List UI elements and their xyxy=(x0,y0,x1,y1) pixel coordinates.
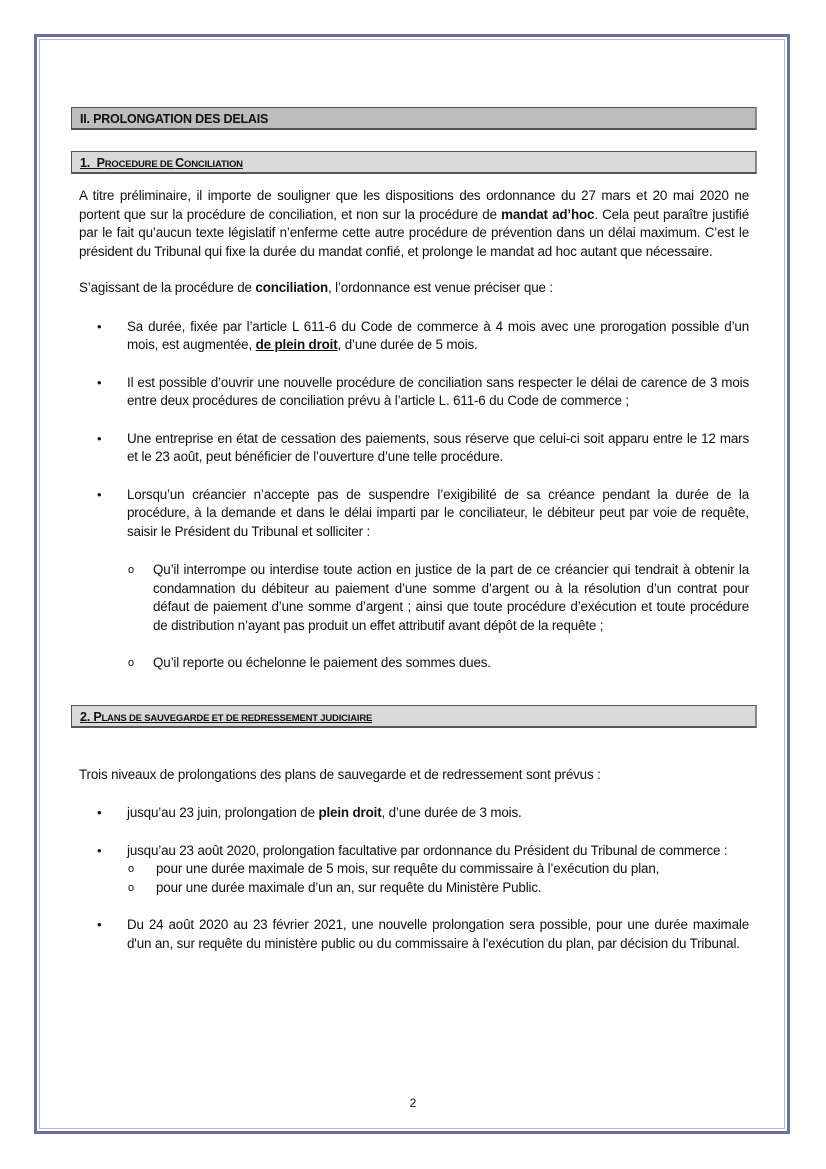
document-content xyxy=(71,107,757,953)
title-part: P xyxy=(93,709,102,724)
lead-text: S’agissant de la procédure de xyxy=(79,280,256,295)
intro-rest: . Cela peut paraître justifié par le fait qu’aucun texte législatif n’enferme cette autre procédure de prévention dans un délai maximum. C’est le président du Tribunal qui fixe la durée du mandat confié, et prolonge le mandat ad hoc autant que nécessaire. xyxy=(79,206,749,259)
subsection-1-number: 1. xyxy=(80,156,91,170)
page-number: 2 xyxy=(409,1096,417,1110)
lead-bold: conciliation xyxy=(255,280,329,295)
list-item xyxy=(71,318,757,355)
spacer xyxy=(71,635,757,654)
circle-bullet-icon: o xyxy=(128,863,135,875)
title-part: P xyxy=(96,156,105,170)
section-heading xyxy=(71,107,757,130)
lead-post: , l’ordonnance est venue préciser que : xyxy=(328,280,553,295)
intro-text: A titre préliminaire, il importe de souligner que les dispositions des ordonnance du 27 mars et 20 mai 2020 ne portent que sur la procédure de conciliation, et non sur la procédure de xyxy=(79,188,749,222)
item-text: jusqu’au 23 juin, prolongation de xyxy=(127,805,319,820)
list-item xyxy=(71,842,757,861)
intro-paragraph xyxy=(71,187,757,261)
circle-bullet-icon: o xyxy=(128,881,135,894)
subsection-1-heading xyxy=(71,151,757,174)
bullet-icon: • xyxy=(97,486,102,502)
circle-bullet-icon: o xyxy=(128,657,135,669)
plans-lead-paragraph xyxy=(71,766,757,785)
sub-list-item xyxy=(71,879,757,898)
item-text: Il est possible d’ouvrir une nouvelle procédure de conciliation sans respecter le délai de carence de 3 mois entre deux procédures de conciliation prévu à l’article L. 611-6 du Code de commerce ; xyxy=(127,374,749,408)
plans-list xyxy=(71,804,757,953)
spacer xyxy=(71,897,757,916)
lead-paragraph xyxy=(71,279,757,298)
sub-item-text: pour une durée maximale de 5 mois, sur requête du commissaire à l’exécution du plan, xyxy=(156,861,660,876)
sub-list-item xyxy=(71,654,757,673)
section-title: II. PROLONGATION DES DELAIS xyxy=(80,112,269,126)
sub-list-item xyxy=(71,860,757,879)
spacer xyxy=(71,467,757,486)
bullet-icon: • xyxy=(97,805,102,820)
title-part: ONCILIATION xyxy=(184,159,243,170)
item-text: Une entreprise en état de cessation des paiements, sous réserve que celui-ci soit apparu entre le 12 mars et le 23 août, peut bénéficier de l’ouverture d’une telle procédure. xyxy=(127,430,749,464)
item-text-post: , d’une durée de 3 mois. xyxy=(381,805,522,820)
item-text: Lorsqu’un créancier n’accepte pas de suspendre l’exigibilité de sa créance pendant la durée de la procédure, à la demande et dans le délai imparti par le conciliateur, le débiteur peut par voie de requête, saisir le Président du Tribunal et solliciter : xyxy=(127,486,749,539)
bullet-icon: • xyxy=(97,842,102,858)
bullet-icon: • xyxy=(97,374,102,390)
circle-bullet-icon: o xyxy=(128,564,135,576)
subsection-2-heading xyxy=(71,705,757,728)
spacer xyxy=(71,823,757,842)
bullet-icon: • xyxy=(97,318,102,334)
spacer xyxy=(71,355,757,374)
intro-bold: mandat ad’hoc xyxy=(501,206,595,222)
item-text-post: , d’une durée de 5 mois. xyxy=(337,337,478,352)
bullet-icon: • xyxy=(97,917,102,932)
item-emphasis: de plein droit xyxy=(255,337,338,352)
plans-lead-text: Trois niveaux de prolongations des plans de sauvegarde et de redressement sont prévus : xyxy=(79,766,601,782)
conciliation-list xyxy=(71,318,757,542)
spacer xyxy=(71,411,757,430)
item-text: Du 24 août 2020 au 23 février 2021, une nouvelle prolongation sera possible, pour une durée maximale d'un an, sur requête du ministère public ou du commissaire à l'exécution du plan, par décision du Tribunal. xyxy=(127,917,749,951)
subsection-1-title xyxy=(80,156,243,170)
request-sublist xyxy=(71,561,757,673)
title-part: LANS DE SAUVEGARDE ET DE REDRESSEMENT JUDICIAIRE xyxy=(101,712,373,724)
title-part: C xyxy=(175,156,184,170)
title-part: ROCEDURE DE xyxy=(104,159,176,170)
item-emphasis: plein droit xyxy=(318,805,382,820)
subsection-2-title xyxy=(80,710,372,724)
list-item xyxy=(71,804,757,823)
item-text: Sa durée, fixée par l’article L 611-6 du Code de commerce à 4 mois avec une prorogation possible d’un mois, est augmentée, xyxy=(127,318,749,352)
list-item xyxy=(71,374,757,411)
sub-item-text: Qu’il reporte ou échelonne le paiement des sommes dues. xyxy=(153,655,491,670)
list-item xyxy=(71,916,757,953)
sub-list-item xyxy=(71,561,757,635)
item-text: jusqu’au 23 août 2020, prolongation facultative par ordonnance du Président du Tribunal de commerce : xyxy=(127,842,728,858)
list-item xyxy=(71,430,757,467)
sub-item-text: Qu’il interrompe ou interdise toute action en justice de la part de ce créancier qui tendrait à obtenir la condamnation du débiteur au paiement d’une somme d’argent ou à la résolution d’un contrat pour défaut de paiement d’une somme d’argent ; ainsi que toute procédure d’exécution et toute procédure de distribution n’ayant pas produit un effet attributif avant dépôt de la requête ; xyxy=(153,562,749,633)
sub-item-text: pour une durée maximale d’un an, sur requête du Ministère Public. xyxy=(156,879,542,895)
bullet-icon: • xyxy=(97,430,102,446)
list-item xyxy=(71,486,757,542)
subsection-2-number: 2. xyxy=(80,709,91,724)
